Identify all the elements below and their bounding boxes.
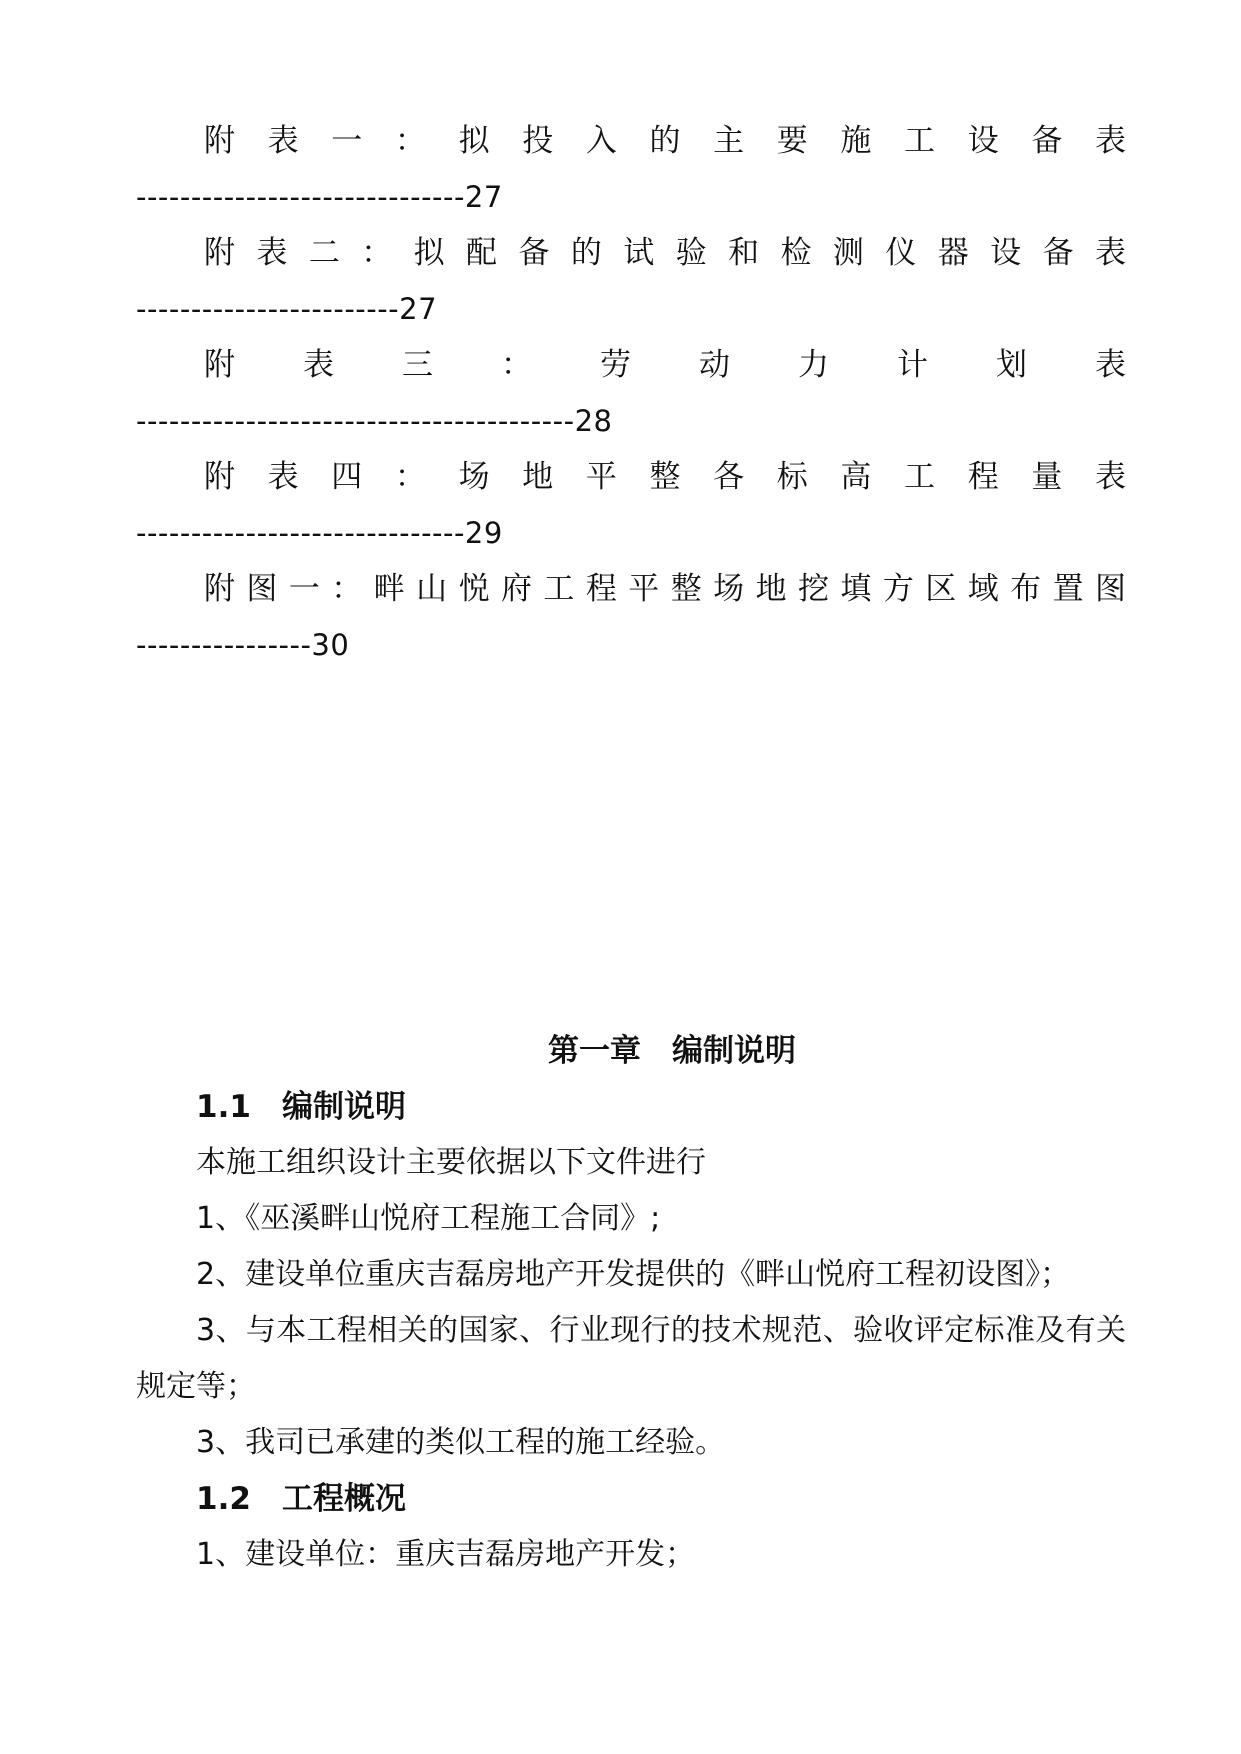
paragraph: 1、《巫溪畔山悦府工程施工合同》; bbox=[196, 1201, 661, 1236]
section-heading-1-2 bbox=[136, 1471, 1126, 1527]
toc-entry-title: 附 表 二 ： 拟 配 备 的 试 验 和 检 测 仪 器 设 备 表 bbox=[204, 235, 1126, 271]
toc-entry-title: 附 表 四 ： 场 地 平 整 各 标 高 工 程 量 表 bbox=[204, 459, 1126, 495]
chapter-title: 第一章 编制说明 bbox=[548, 1033, 796, 1069]
toc-entry-leader-page: ------------------------------27 bbox=[136, 180, 503, 214]
paragraph: 2、建设单位重庆吉磊房地产开发提供的《畔山悦府工程初设图》； bbox=[196, 1257, 1071, 1292]
document-body bbox=[136, 1079, 1126, 1583]
toc-entry[interactable] bbox=[136, 449, 1126, 561]
toc-entry-title: 附 表 一 ： 拟 投 入 的 主 要 施 工 设 备 表 bbox=[204, 123, 1126, 159]
section-title: 编制说明 bbox=[282, 1089, 406, 1125]
toc-entry[interactable] bbox=[136, 337, 1126, 449]
toc-entry-leader-page: ----------------30 bbox=[136, 628, 350, 662]
toc-entry[interactable] bbox=[136, 561, 1126, 673]
section-number: 1.1 bbox=[196, 1089, 251, 1125]
toc-entry-leader-page: ------------------------27 bbox=[136, 292, 438, 326]
toc-entry-title: 附 图 一 ： 畔 山 悦 府 工 程 平 整 场 地 挖 填 方 区 域 布 置 图 bbox=[204, 571, 1126, 607]
section-title: 工程概况 bbox=[282, 1481, 406, 1517]
toc-entry-leader-page: ----------------------------------------28 bbox=[136, 404, 613, 438]
toc-entry[interactable] bbox=[136, 225, 1126, 337]
section-heading-1-1 bbox=[136, 1079, 1126, 1135]
paragraph: 本施工组织设计主要依据以下文件进行 bbox=[196, 1145, 706, 1180]
paragraph: 3、我司已承建的类似工程的施工经验。 bbox=[196, 1425, 726, 1460]
toc-entry-leader-page: ------------------------------29 bbox=[136, 516, 503, 550]
paragraph: 1、建设单位：重庆吉磊房地产开发； bbox=[196, 1537, 696, 1572]
table-of-contents bbox=[136, 113, 1126, 673]
section-number: 1.2 bbox=[196, 1481, 251, 1517]
toc-entry-title: 附 表 三 ： 劳 动 力 计 划 表 bbox=[204, 347, 1126, 383]
toc-entry[interactable] bbox=[136, 113, 1126, 225]
paragraph: 3、与本工程相关的国家、行业现行的技术规范、验收评定标准及有关规定等； bbox=[136, 1313, 1126, 1404]
